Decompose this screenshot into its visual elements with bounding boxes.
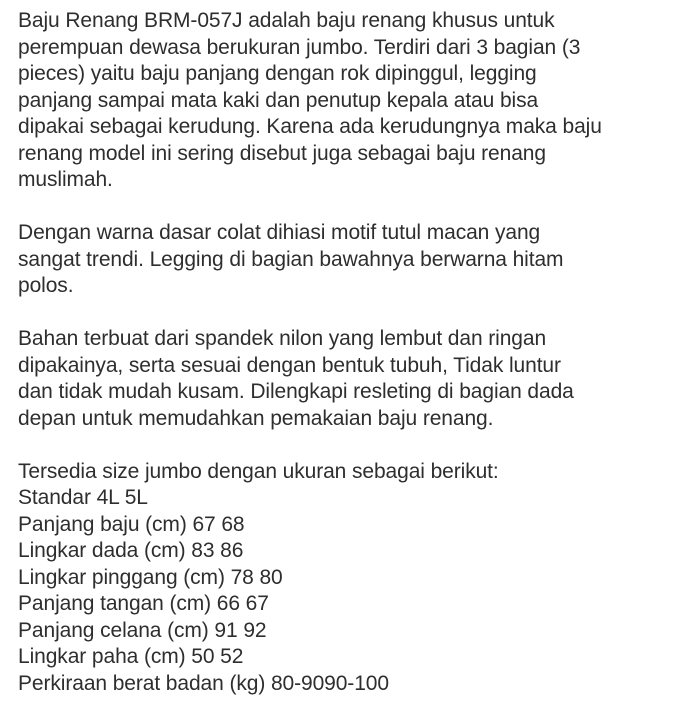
text-line: pieces) yaitu baju panjang dengan rok dipinggul, legging	[18, 62, 537, 85]
size-row-lingkar-pinggang: Lingkar pinggang (cm) 78 80	[18, 565, 283, 589]
text-line: sangat trendi. Legging di bagian bawahnya berwarna hitam	[18, 247, 564, 271]
text-line: perempuan dewasa berukuran jumbo. Terdiri dari 3 bagian (3	[18, 35, 581, 59]
size-row-panjang-celana: Panjang celana (cm) 91 92	[18, 618, 267, 642]
text-line: dipakai sebagai kerudung. Karena ada kerudungnya maka baju	[18, 115, 602, 138]
product-description	[18, 8, 694, 697]
text-line: renang model ini sering disebut juga sebagai baju renang	[18, 141, 546, 165]
size-row-lingkar-dada: Lingkar dada (cm) 83 86	[18, 539, 244, 562]
text-line: dipakainya, serta sesuai dengan bentuk tubuh, Tidak luntur	[18, 353, 561, 377]
paragraph-spacer	[18, 300, 694, 327]
size-row-berat-badan: Perkiraan berat badan (kg) 80-9090-100	[18, 671, 389, 695]
text-line: muslimah.	[18, 168, 113, 191]
size-row-panjang-tangan: Panjang tangan (cm) 66 67	[18, 592, 269, 615]
size-table	[18, 459, 694, 698]
paragraph-spacer	[18, 194, 694, 221]
text-line: dan tidak mudah kusam. Dilengkapi resleting di bagian dada	[18, 380, 574, 403]
text-line: panjang sampai mata kaki dan penutup kepala atau bisa	[18, 88, 539, 112]
paragraph-spacer	[18, 432, 694, 459]
description-paragraph-1	[18, 8, 694, 194]
size-row-header: Standar 4L 5L	[18, 486, 148, 509]
size-table-intro: Tersedia size jumbo dengan ukuran sebagai berikut:	[18, 459, 499, 483]
text-line: Dengan warna dasar colat dihiasi motif tutul macan yang	[18, 221, 541, 244]
text-line: Baju Renang BRM-057J adalah baju renang khusus untuk	[18, 9, 555, 32]
size-row-panjang-baju: Panjang baju (cm) 67 68	[18, 512, 245, 536]
size-row-lingkar-paha: Lingkar paha (cm) 50 52	[18, 645, 244, 668]
text-line: depan untuk memudahkan pemakaian baju renang.	[18, 406, 494, 430]
text-line: Bahan terbuat dari spandek nilon yang lembut dan ringan	[18, 327, 547, 350]
description-paragraph-2	[18, 220, 694, 300]
description-paragraph-3	[18, 326, 694, 432]
text-line: polos.	[18, 274, 74, 297]
